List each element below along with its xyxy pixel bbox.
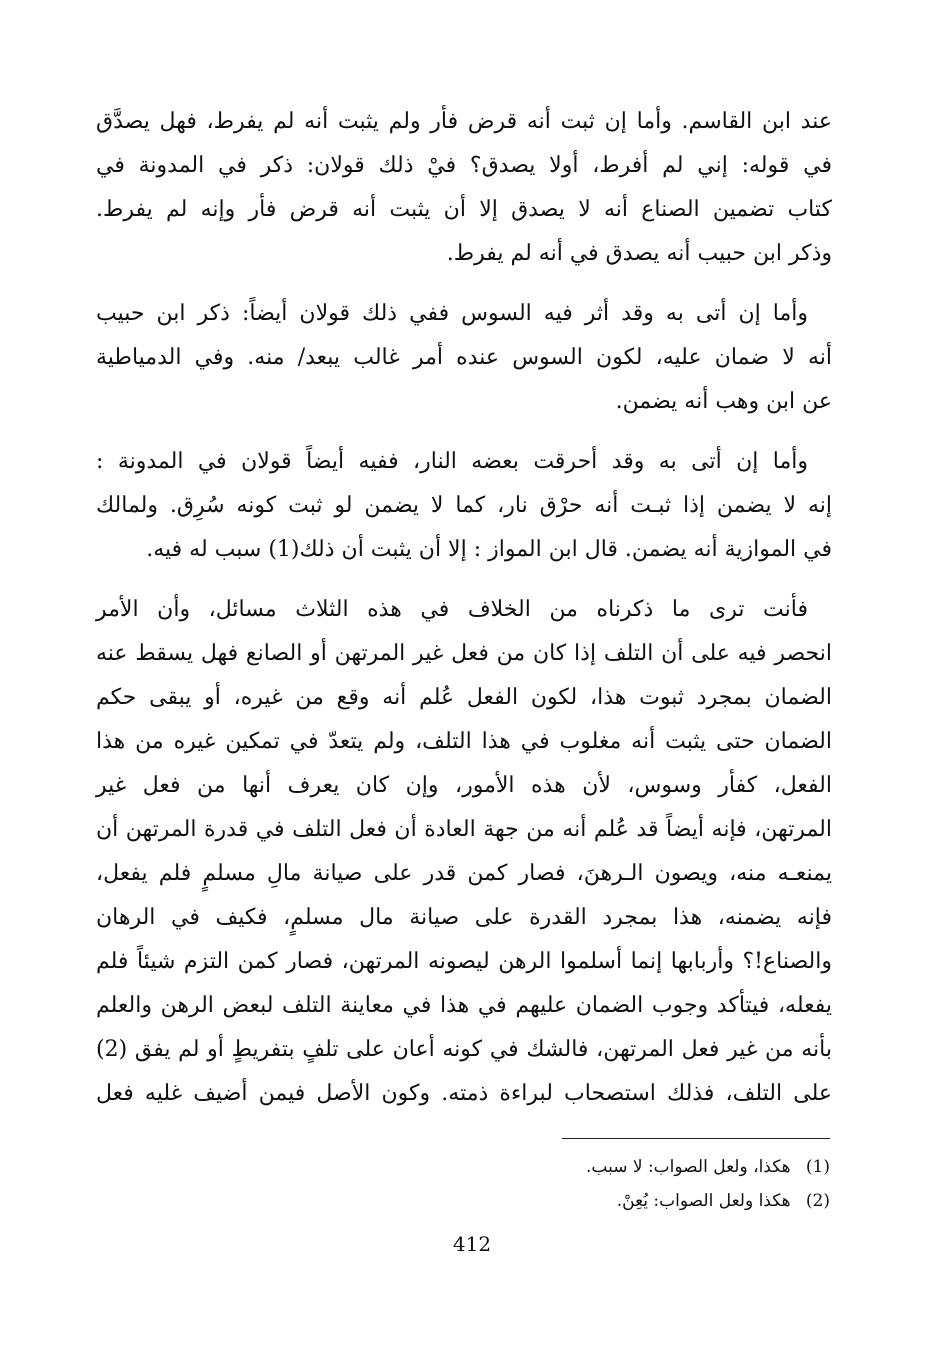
text-line: بأنه من غير فعل المرتهن، فالشك في كونه أعان على تلفٍ بتفريطٍ أو لم يفق (2) <box>96 1037 832 1062</box>
text-line: إنه لا يضمن إذا ثبـت أنه حرْق نار، كما لا يضمن لو ثبت كونه سُرِق. ولمالك <box>96 493 832 518</box>
text-line: الضمان بمجرد ثبوت هذا، لكون الفعل عُلم أنه وقع من غيره، أو يبقى حكم <box>96 685 832 710</box>
footnote-2 <box>300 1184 830 1218</box>
text-line: وأما إن أتى به وقد أحرقت بعضه النار، ففيه أيضاً قولان في المدونة : <box>96 449 808 474</box>
page-number: 412 <box>452 1232 492 1256</box>
text-line: الفعل، كفأر وسوس، لأن هذه الأمور، وإن كان يعرف أنها من فعل غير <box>96 773 832 798</box>
text-line: فأنت ترى ما ذكرناه من الخلاف في هذه الثلاث مسائل، وأن الأمر <box>96 597 809 622</box>
text-line: في الموازية أنه يضمن. قال ابن المواز : إلا أن يثبت أن ذلك(1) سبب له فيه. <box>146 537 832 562</box>
text-line: وذكر ابن حبيب أنه يصدق في أنه لم يفرط. <box>446 241 832 266</box>
text-line: يفعله، فيتأكد وجوب الضمان عليهم في هذا في معاينة التلف لبعض الرهن والعلم <box>96 993 832 1018</box>
text-line: الضمان حتى يثبت أنه مغلوب في هذا التلف، ولم يتعدّ في تمكين غيره من هذا <box>96 729 832 754</box>
text-line: انحصر فيه على أن التلف إذا كان من فعل غير المرتهن أو الصانع فهل يسقط عنه <box>96 641 832 666</box>
paragraph-3 <box>96 440 832 572</box>
footnote-divider <box>562 1138 830 1139</box>
footnote-number: (2) <box>805 1191 830 1211</box>
text-line: في قوله: إني لم أفرط، أولا يصدق؟ فيْ ذلك قولان: ذكر في المدونة في <box>96 153 832 178</box>
footnote-text: هكذا، ولعل الصواب: لا سبب. <box>585 1157 791 1177</box>
text-line: على التلف، فذلك استصحاب لبراءة ذمته. وكون الأصل فيمن أضيف غليه فعل <box>96 1081 832 1106</box>
footnote-text: هكذا ولعل الصواب: يُعِنْ. <box>616 1191 791 1211</box>
text-line: فإنه يضمنه، هذا بمجرد القدرة على صيانة مال مسلمٍ، فكيف في الرهان <box>96 905 832 930</box>
text-line: وأما إن أتى به وقد أثر فيه السوس ففي ذلك قولان أيضاً: ذكر ابن حبيب <box>96 301 808 326</box>
text-line: كتاب تضمين الصناع أنه لا يصدق إلا أن يثبت أنه قرض فأر وإنه لم يفرط. <box>96 197 832 222</box>
text-line: يمنعـه منه، ويصون الـرهنَ، فصار كمن قدر على صيانة مالِ مسلمٍ فلم يفعل، <box>96 861 832 886</box>
footnote-number: (1) <box>805 1157 830 1177</box>
text-line: أنه لا ضمان عليه، لكون السوس عنده أمر غالب يبعد/ منه. وفي الدمياطية <box>96 345 832 370</box>
paragraph-4 <box>96 588 832 1116</box>
paragraph-1 <box>96 100 832 276</box>
text-line: والصناع!؟ وأربابها إنما أسلموا الرهن ليصونه المرتهن، فصار كمن التزم شيئاً فلم <box>96 949 832 974</box>
text-line: المرتهن، فإنه أيضاً قد عُلم أنه من جهة العادة أن فعل التلف في قدرة المرتهن أن <box>96 817 832 842</box>
text-line: عن ابن وهب أنه يضمن. <box>615 389 832 414</box>
footnote-1 <box>300 1150 830 1184</box>
main-text <box>96 100 832 1132</box>
footnotes <box>300 1150 830 1218</box>
paragraph-2 <box>96 292 832 424</box>
text-line: عند ابن القاسم. وأما إن ثبت أنه قرض فأر ولم يثبت أنه لم يفرط، فهل يصدَّق <box>96 109 832 134</box>
